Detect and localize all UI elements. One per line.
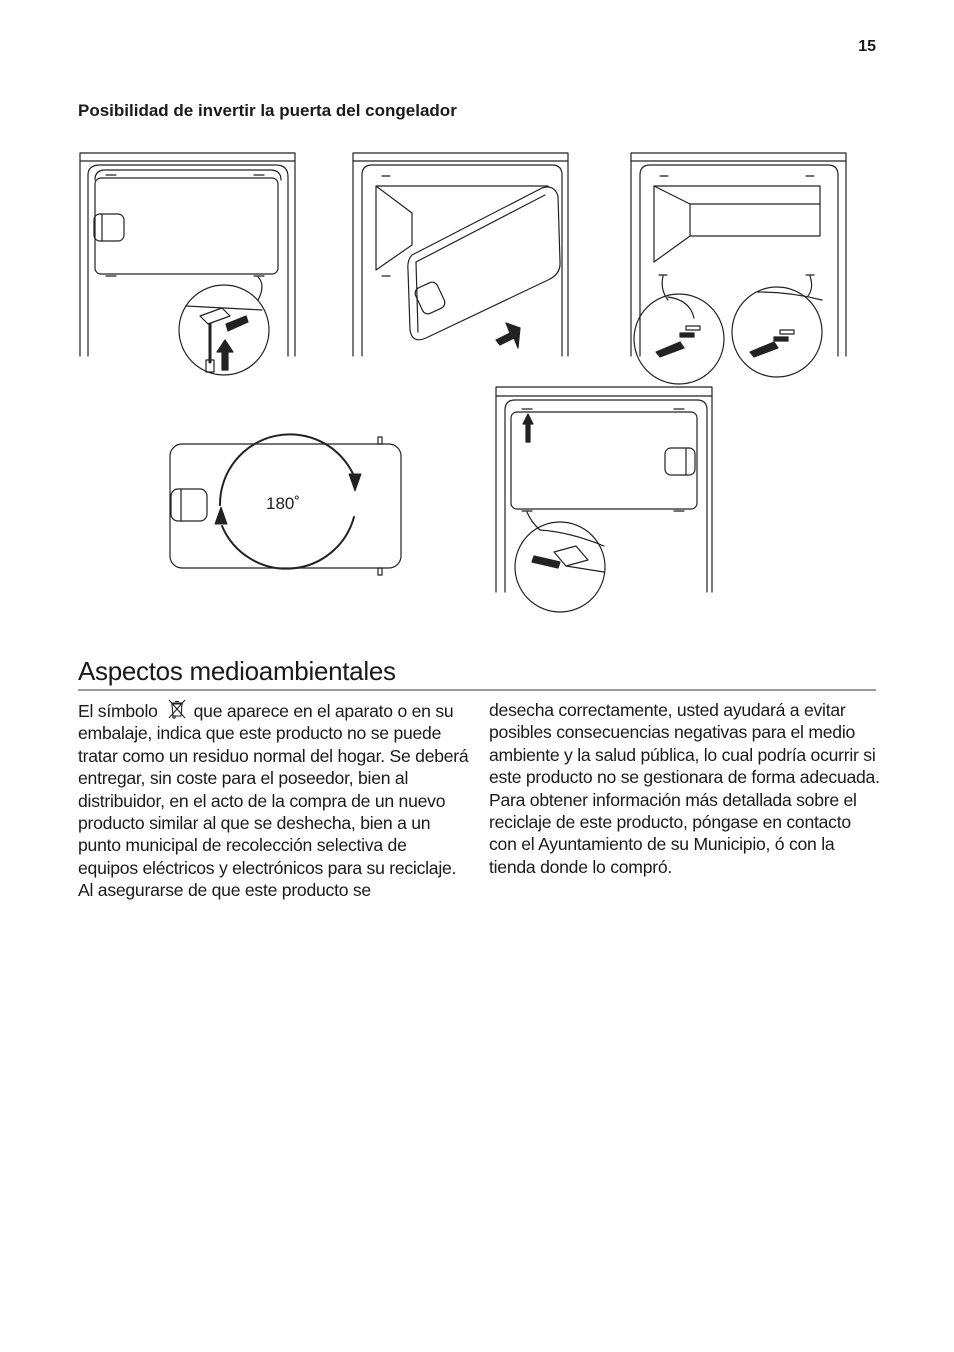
step-2-lift-door	[353, 153, 568, 356]
step-1-remove-hinge	[80, 153, 295, 375]
symbol-explanation-text: que aparece en el aparato o en su embalaje, indica que este producto no se puede tratar como un residuo normal del hogar. Se deberá entregar, sin coste para el poseedor, bien al distribuidor, en el acto de la compra de un nuevo producto similar al que se deshecha, bien a un punto municipal de recolección selectiva de equipos eléctricos y electrónicos para su reciclaje. Al asegurarse de que este producto se	[78, 701, 469, 901]
page-number: 15	[858, 38, 876, 55]
step-5-refit-door	[496, 387, 712, 612]
environment-paragraph	[78, 699, 470, 902]
symbol-intro-text: El símbolo	[78, 701, 158, 721]
step-3-move-pins	[631, 153, 846, 384]
text-column-left	[78, 699, 470, 902]
heading-rule	[78, 689, 876, 691]
door-reversal-illustration	[0, 0, 954, 640]
rotation-label: 180˚	[266, 494, 301, 513]
environment-paragraph-continued: desecha correctamente, usted ayudará a evitar posibles consecuencias negativas para el medio ambiente y la salud pública, lo cual podría ocurrir si este producto no se gestionara de forma adecuada. Para obtener información más detallada sobre el reciclaje de este producto, póngase en contacto con el Ayuntamiento de su Municipio, ó con la tienda donde lo compró.	[489, 700, 880, 877]
environment-heading: Aspectos medioambientales	[78, 656, 396, 686]
text-column-right	[489, 699, 881, 878]
section-title: Posibilidad de invertir la puerta del congelador	[78, 101, 457, 120]
crossed-out-wheelie-bin-icon	[166, 699, 188, 719]
